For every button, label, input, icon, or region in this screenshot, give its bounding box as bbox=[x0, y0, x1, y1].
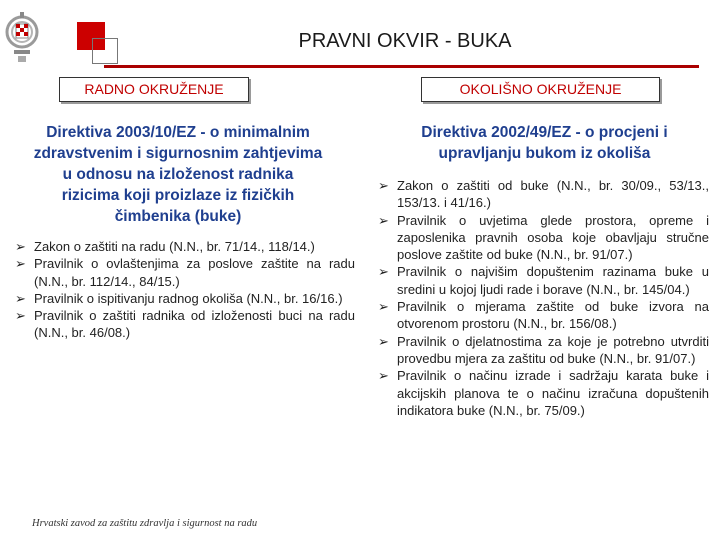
arrow-bullet-icon: ➢ bbox=[15, 239, 26, 254]
list-item bbox=[15, 255, 355, 290]
left-regulations-list bbox=[15, 238, 355, 342]
list-item-text: Zakon o zaštiti od buke (N.N., br. 30/09., 53/13., 153/13. i 41/16.) bbox=[397, 178, 709, 211]
footer-institute-name: Hrvatski zavod za zaštitu zdravlja i sigurnost na radu bbox=[32, 518, 258, 529]
okolisno-okruzenje-box: OKOLIŠNO OKRUŽENJE bbox=[421, 77, 660, 102]
right-regulations-list bbox=[378, 177, 709, 419]
list-item-text: Zakon o zaštiti na radu (N.N., br. 71/14., 118/14.) bbox=[34, 239, 315, 254]
page-title: PRAVNI OKVIR - BUKA bbox=[298, 30, 512, 52]
list-item bbox=[15, 307, 355, 342]
list-item bbox=[378, 177, 709, 212]
radno-okruzenje-box: RADNO OKRUŽENJE bbox=[59, 77, 249, 102]
list-item bbox=[378, 212, 709, 264]
list-item-text: Pravilnik o djelatnostima za koje je potrebno utvrditi provedbu mjera za zaštitu od buke (N.N., br. 91/07.) bbox=[397, 333, 709, 366]
list-item-text: Pravilnik o ovlaštenjima za poslove zaštite na radu (N.N., br. 112/14., 84/15.) bbox=[34, 256, 355, 289]
heading-line: zdravstvenim i sigurnosnim zahtjevima bbox=[33, 145, 323, 162]
decorative-outline-square bbox=[92, 38, 118, 64]
heading-line: Direktiva 2003/10/EZ - o minimalnim bbox=[46, 124, 310, 141]
arrow-bullet-icon: ➢ bbox=[378, 333, 389, 349]
heading-line: u odnosu na izloženost radnika bbox=[62, 166, 294, 183]
right-directive-heading bbox=[377, 122, 712, 164]
left-directive-heading bbox=[4, 122, 352, 227]
institute-logo-icon bbox=[4, 8, 40, 66]
list-item bbox=[378, 333, 709, 368]
arrow-bullet-icon: ➢ bbox=[15, 290, 26, 306]
heading-line: upravljanju bukom iz okoliša bbox=[438, 145, 651, 162]
list-item bbox=[378, 367, 709, 419]
list-item-text: Pravilnik o najvišim dopuštenim razinama buke u sredini u kojoj ljudi rade i borave (N.N., br. 145/04.) bbox=[397, 264, 709, 297]
title-divider bbox=[104, 65, 699, 68]
heading-line: Direktiva 2002/49/EZ - o procjeni i bbox=[421, 124, 668, 141]
arrow-bullet-icon: ➢ bbox=[378, 299, 389, 315]
arrow-bullet-icon: ➢ bbox=[378, 212, 389, 228]
arrow-bullet-icon: ➢ bbox=[15, 256, 26, 272]
list-item bbox=[15, 290, 355, 307]
list-item-text: Pravilnik o načinu izrade i sadržaju karata buke i akcijskih planova te o načinu izračuna dopuštenih indikatora buke (N.N., br. 75/09.) bbox=[397, 368, 709, 418]
arrow-bullet-icon: ➢ bbox=[378, 264, 389, 280]
list-item bbox=[378, 298, 709, 333]
list-item-text: Pravilnik o zaštiti radnika od izloženosti buci na radu (N.N., br. 46/08.) bbox=[34, 308, 355, 341]
list-item bbox=[378, 263, 709, 298]
arrow-bullet-icon: ➢ bbox=[378, 368, 389, 384]
heading-line: rizicima koji proizlaze iz fizičkih bbox=[61, 187, 295, 204]
list-item-text: Pravilnik o mjerama zaštite od buke izvora na otvorenom prostoru (N.N., br. 156/08.) bbox=[397, 299, 709, 332]
list-item bbox=[15, 238, 355, 255]
list-item-text: Pravilnik o uvjetima glede prostora, opreme i zaposlenika pravnih osoba koje obavljaju stručne poslove zaštite od buke (N.N., br. 91/07.) bbox=[397, 212, 709, 263]
arrow-bullet-icon: ➢ bbox=[15, 308, 26, 324]
heading-line: čimbenika (buke) bbox=[114, 208, 242, 225]
arrow-bullet-icon: ➢ bbox=[378, 178, 389, 193]
list-item-text: Pravilnik o ispitivanju radnog okoliša (N.N., br. 16/16.) bbox=[34, 290, 343, 306]
